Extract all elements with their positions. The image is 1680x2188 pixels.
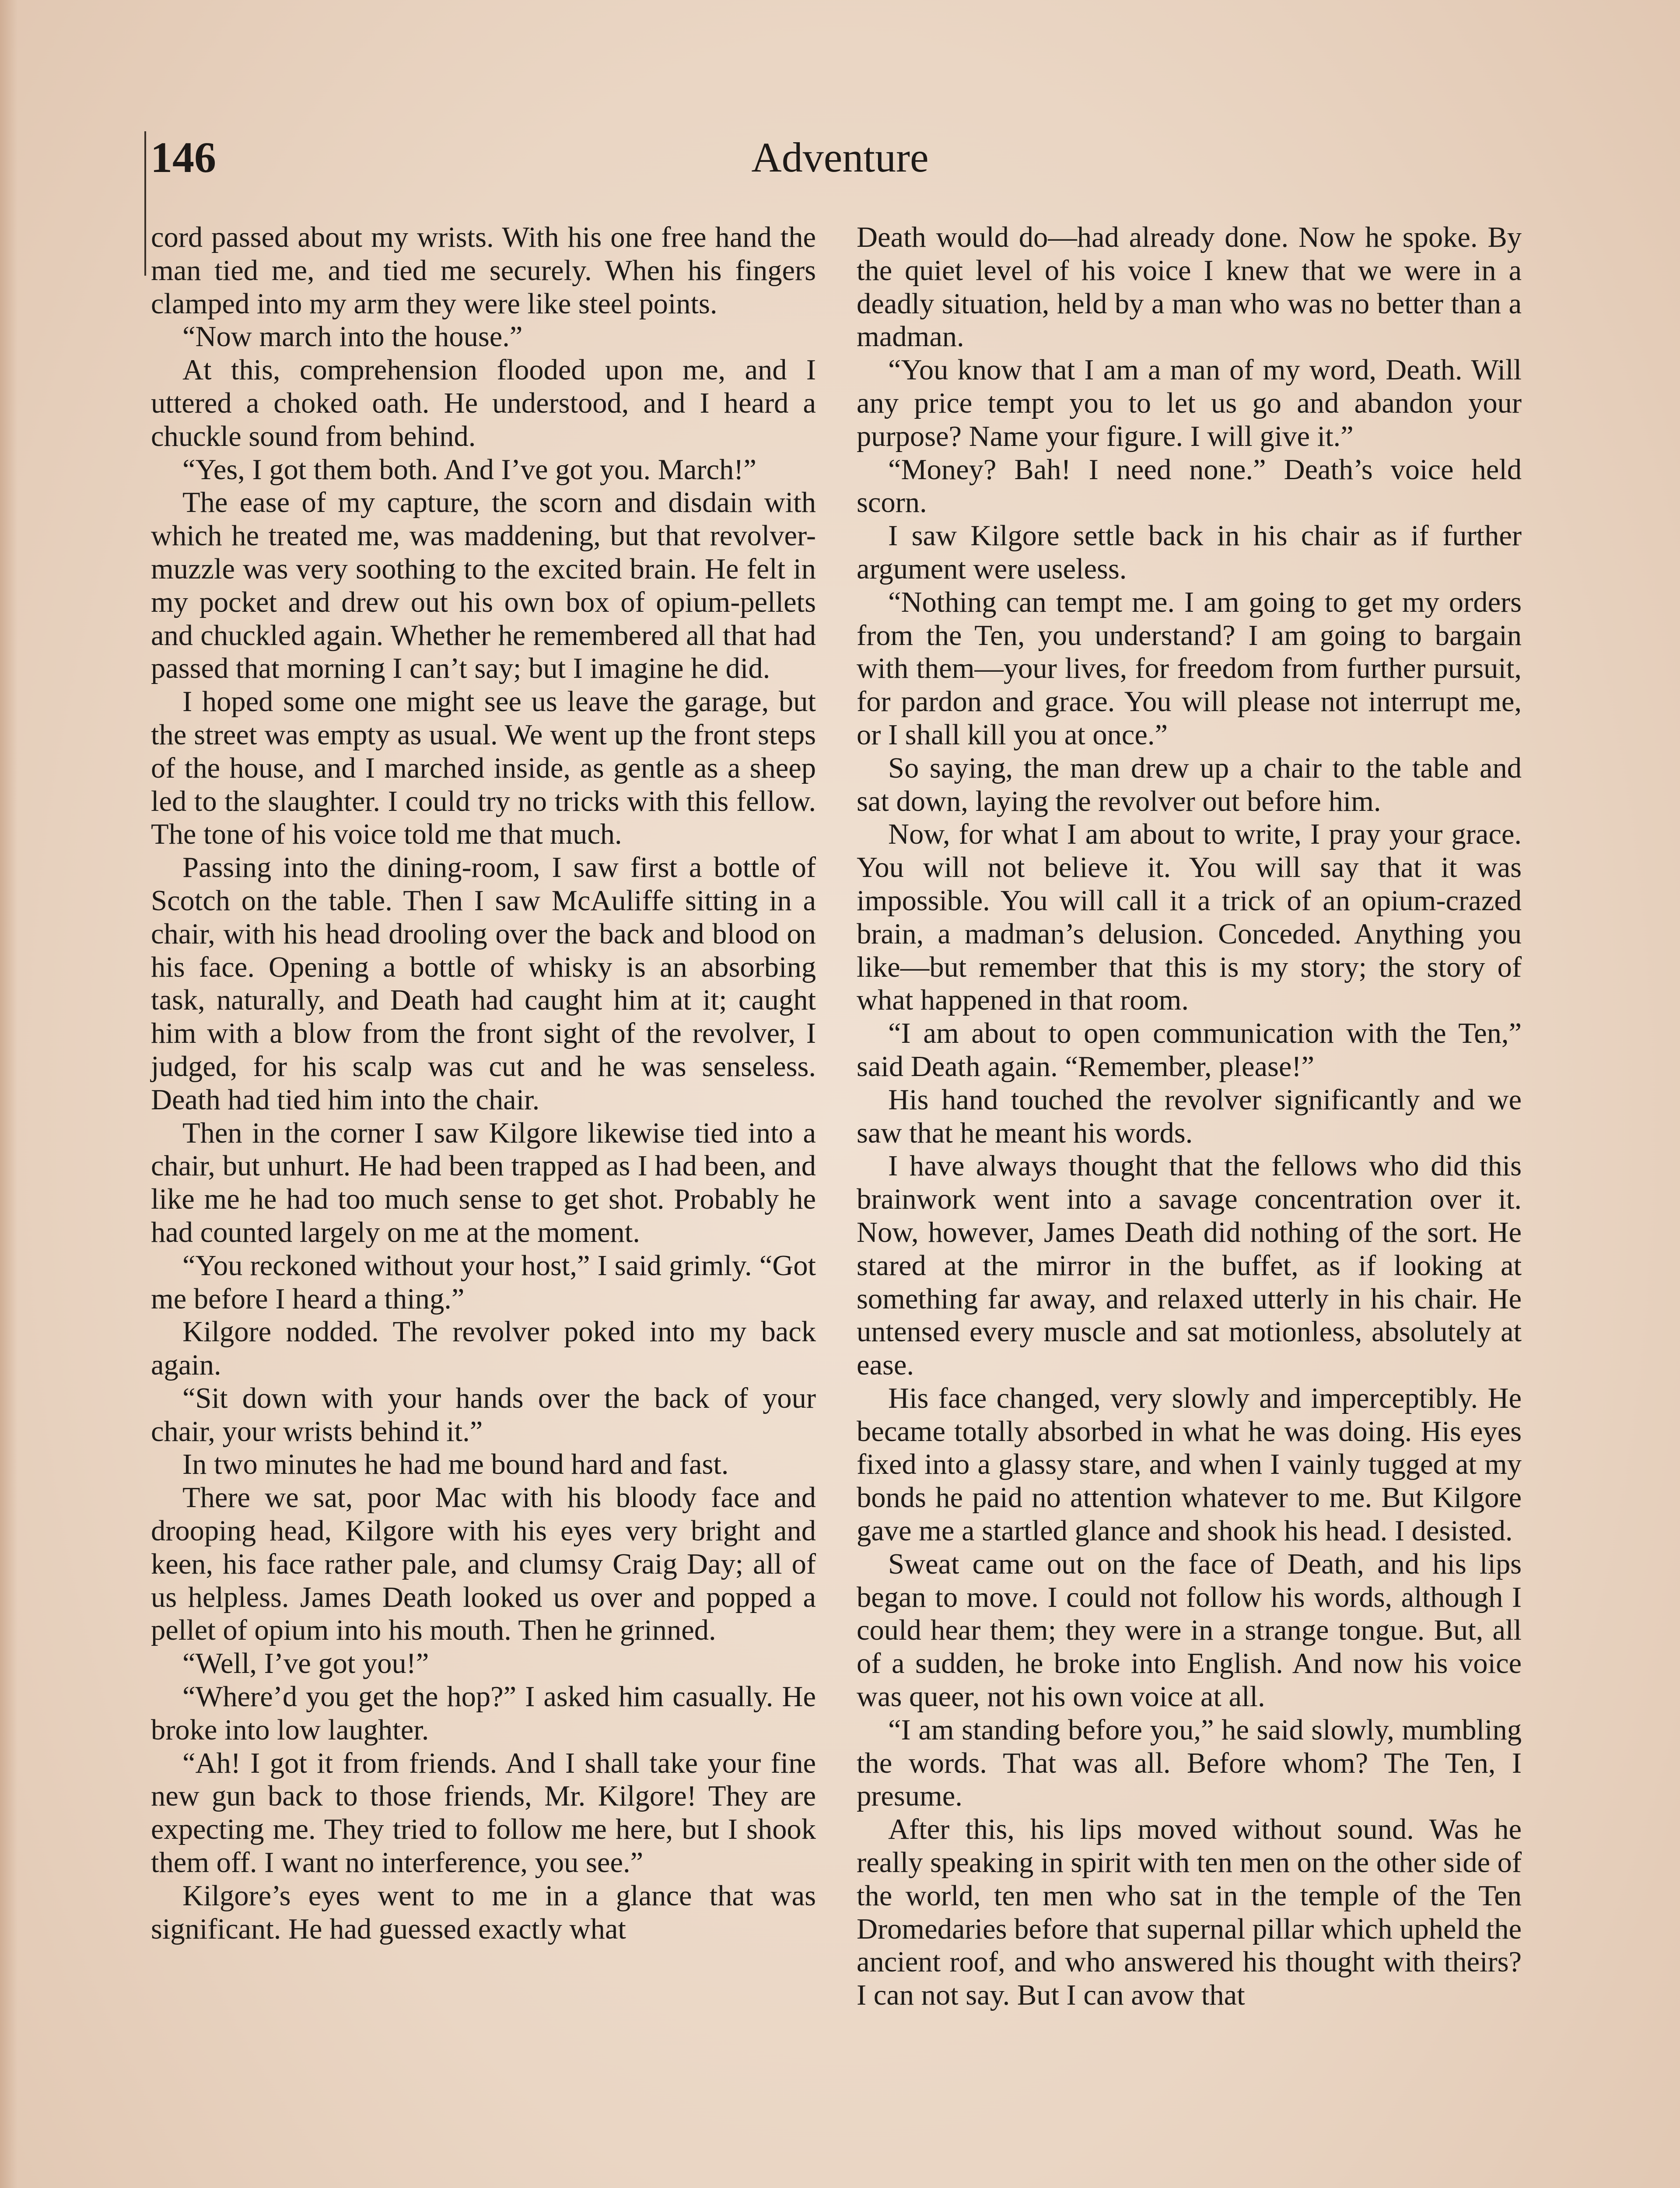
paragraph: “Sit down with your hands over the back of your chair, your wrists behind it.” [151,1382,816,1448]
paragraph: cord passed about my wrists. With his one free hand the man tied me, and tied me securely. When his fingers clamped into my arm they were like steel points. [151,221,816,320]
paragraph: I hoped some one might see us leave the garage, but the street was empty as usual. We went up the front steps of the house, and I marched inside, as gentle as a sheep led to the slaughter. I could try no tricks with this fellow. The tone of his voice told me that much. [151,686,816,851]
left-column [151,221,816,1946]
paragraph: His face changed, very slowly and imperceptibly. He became totally absorbed in what he was doing. His eyes fixed into a glassy stare, and when I vainly tugged at my bonds he paid no attention whatever to me. But Kilgore gave me a startled glance and shook his head. I desisted. [857,1382,1522,1547]
paragraph: “Yes, I got them both. And I’ve got you. March!” [182,453,756,486]
paragraph: I have always thought that the fellows who did this brainwork went into a savage concentration over it. Now, however, James Death did nothing of the sort. He stared at the mirror in the buffet, as if looking at something far away, and relaxed utterly in his chair. He untensed every muscle and sat motionless, absolutely at ease. [857,1150,1522,1382]
paragraph: “Nothing can tempt me. I am going to get my orders from the Ten, you understand? I am going to bargain with them—your lives, for freedom from further pursuit, for pardon and grace. You will please not interrupt me, or I shall kill you at once.” [857,586,1522,751]
right-column [857,221,1522,2012]
paragraph: “Money? Bah! I need none.” Death’s voice held scorn. [857,453,1522,519]
paragraph: After this, his lips moved without sound. Was he really speaking in spirit with ten men on the other side of the world, ten men who sat in the temple of the Ten Dromedaries before that supernal pillar which upheld the ancient roof, and who answered his thought with theirs? I can not say. But I can avow that [857,1813,1522,2012]
page-header [144,127,1536,188]
paragraph: Now, for what I am about to write, I pray your grace. You will not believe it. You will say that it was impossible. You will call it a trick of an opium-crazed brain, a madman’s delusion. Conceded. Anything you like—but remember that this is my story; the story of what happened in that room. [857,818,1522,1017]
paragraph: Kilgore’s eyes went to me in a glance that was significant. He had guessed exactly what [151,1879,816,1945]
paragraph: Then in the corner I saw Kilgore likewise tied into a chair, but unhurt. He had been trapped as I had been, and like me he had too much sense to get shot. Probably he had counted largely on me at the moment. [151,1117,816,1248]
margin-rule [144,131,146,276]
paragraph: “I am standing before you,” he said slowly, mumbling the words. That was all. Before whom? The Ten, I presume. [857,1714,1522,1813]
paragraph: Kilgore nodded. The revolver poked into my back again. [151,1316,816,1382]
paragraph: Passing into the dining-room, I saw first a bottle of Scotch on the table. Then I saw McAuliffe sitting in a chair, with his head drooling over the back and blood on his face. Opening a bottle of whisky is an absorbing task, naturally, and Death had caught him at it; caught him with a blow from the front sight of the revolver, I judged, for his scalp was cut and he was senseless. Death had tied him into the chair. [151,852,816,1116]
paragraph: At this, comprehension flooded upon me, and I uttered a choked oath. He understood, and I heard a chuckle sound from behind. [151,354,816,452]
paragraph: “You know that I am a man of my word, Death. Will any price tempt you to let us go and abandon your purpose? Name your figure. I will give it.” [857,354,1522,452]
paragraph: “I am about to open communication with the Ten,” said Death again. “Remember, please!” [857,1017,1522,1083]
paragraph: Sweat came out on the face of Death, and his lips began to move. I could not follow his words, although I could hear them; they were in a strange tongue. But, all of a sudden, he broke into English. And now his voice was queer, not his own voice at all. [857,1548,1522,1713]
paragraph: “You reckoned without your host,” I said grimly. “Got me before I heard a thing.” [151,1249,816,1315]
paragraph: “Ah! I got it from friends. And I shall take your fine new gun back to those friends, Mr. Kilgore! They are expecting me. They tried to follow me here, but I shook them off. I want no interference, you see.” [151,1747,816,1879]
paragraph: There we sat, poor Mac with his bloody face and drooping head, Kilgore with his eyes very bright and keen, his face rather pale, and clumsy Craig Day; all of us helpless. James Death looked us over and popped a pellet of opium into his mouth. Then he grinned. [151,1482,816,1647]
page-edge-shadow [0,0,18,2188]
running-title: Adventure [751,134,929,181]
paragraph: I saw Kilgore settle back in his chair as if further argument were useless. [857,520,1522,585]
paragraph: “Where’d you get the hop?” I asked him casually. He broke into low laughter. [151,1681,816,1746]
paragraph: “Well, I’ve got you!” [182,1648,429,1680]
paragraph: The ease of my capture, the scorn and disdain with which he treated me, was maddening, but that revolver-muzzle was very soothing to the excited brain. He felt in my pocket and drew out his own box of opium-pellets and chuckled again. Whether he remembered all that had passed that morning I can’t say; but I imagine he did. [151,487,816,685]
paragraph: Death would do—had already done. Now he spoke. By the quiet level of his voice I knew that we were in a deadly situation, held by a man who was no better than a madman. [857,221,1522,353]
paragraph: His hand touched the revolver significantly and we saw that he meant his words. [857,1083,1522,1149]
paragraph: In two minutes he had me bound hard and fast. [182,1448,729,1481]
page-number: 146 [150,133,216,182]
paragraph: “Now march into the house.” [182,321,523,353]
paragraph: So saying, the man drew up a chair to the table and sat down, laying the revolver out before him. [857,752,1522,817]
